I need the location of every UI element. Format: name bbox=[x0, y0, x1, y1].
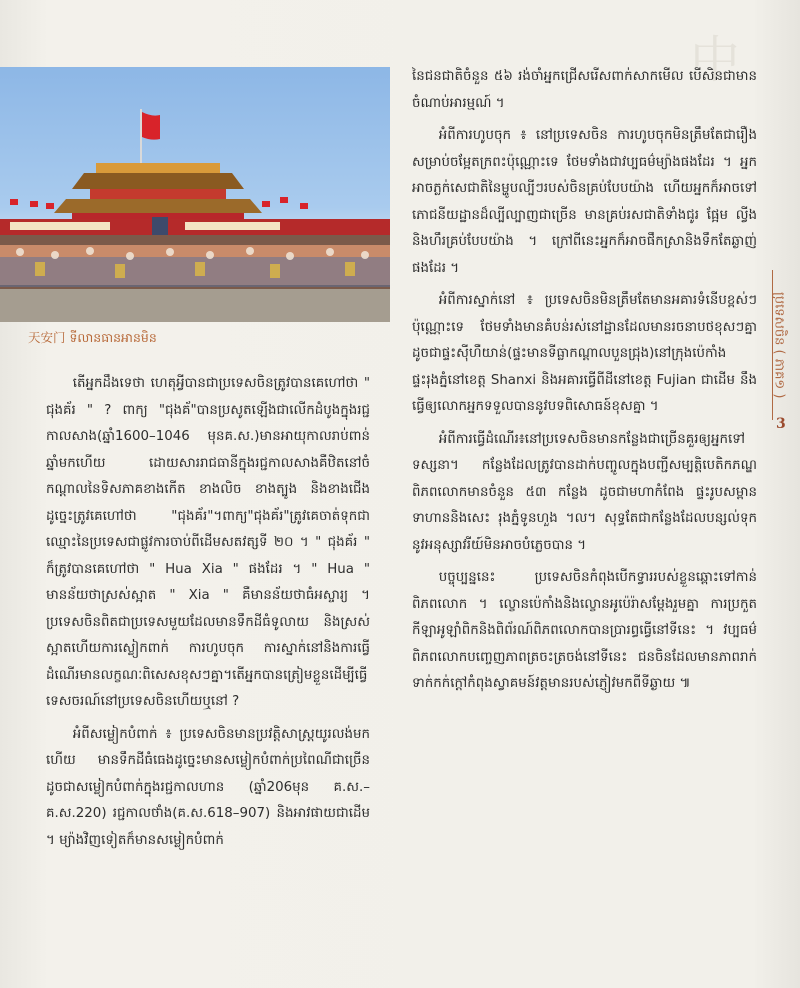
paragraph: អំពីការធ្វើដំណើរ៖នៅប្រទេសចិនមានកន្លែងជាច្រើនគួរឲ្យអ្នកទៅទស្សនា។ កន្លែងដែលត្រូវបានដាក់បញ្ចូលក្នុងបញ្ជីសម្បត្តិបេតិកភណ្ឌពិភពលោកមានចំនួន ៥៣ កន្លែង ដូចជាមហាកំពែង ផ្ទះរូបសម្ពានទាហាននិងសេះ រុងភ្នំទូនហួង ។ល។ សុទ្ធតែជាកន្លែងដែលបន្សល់ទុកនូវអនុស្សាវរីយ៍មិនអាចបំភ្លេចបាន ។ bbox=[412, 431, 757, 553]
tiananmen-photo bbox=[0, 67, 390, 322]
left-column bbox=[46, 371, 370, 860]
paragraph: អំពីការហូបចុក ៖ នៅប្រទេសចិន ការហូបចុកមិនត្រឹមតែជារឿងសម្រាប់ចម្អែតក្រពះប៉ុណ្ណោះទេ ថែមទាំងជាវប្បធម៌ម្យ៉ាងផងដែរ ។ អ្នកអាចភ្លក់សេជាតិនៃម្ហូបល្បីៗរបស់ចិនគ្រប់បែបយ៉ាង ហើយអ្នកក៏អាចទៅភោជនីយដ្ឋានដ៏ល្បីល្បាញជាច្រើន មានគ្រប់រសជាតិទាំងជូរ ផ្អែម ល្វីងនិងហឹរគ្រប់បែបយ៉ាង ។ ក្រៅពីនេះអ្នកក៏អាចផឹកស្រានិងទឹកតែឆ្ងាញ់ផងដែរ ។ bbox=[412, 128, 757, 276]
paragraph: អំពីសម្លៀកបំពាក់ ៖ ប្រទេសចិនមានប្រវត្តិសាស្ត្រយូរលង់មកហើយ មានទឹកដីធំធេងដូច្នេះមានសម្លៀកបំពាក់ប្រពៃណីជាច្រើន ដូចជាសម្លៀកបំពាក់ក្នុងរជ្ជកាលហាន (ឆ្នាំ206មុន គ.ស.–គ.ស.220) រជ្ជកាលថាំង(គ.ស.618–907) និងអាវផាយជាដើម ។ ម្យ៉ាងវិញទៀតក៏មានសម្លៀកបំពាក់ bbox=[46, 726, 370, 848]
paragraph: តើអ្នកដឹងទេថា ហេតុអ្វីបានជាប្រទេសចិនត្រូវបានគេហៅថា " ជុងគ័រ " ? ពាក្យ "ជុងគ័"បានប្រសូតឡើងជាលើកដំបូងក្នុងរជ្ជកាលសាង(ឆ្នាំ1600–1046 មុនគ.ស.)មានអាយុកាលរាប់ពាន់ឆ្នាំមកហើយ ដោយសាររាជធានីក្នុងរជ្ជកាលសាងគឺឋិតនៅចំកណ្តាលនៃទិសភាគខាងកើត ខាងលិច ខាងត្បូង និងខាងជើង ដូច្នេះត្រូវគេហៅថា "ជុងគ័រ"។ពាក្យ"ជុងគ័រ"ត្រូវគេចាត់ទុកជាឈ្មោះនៃប្រទេសជាផ្លូវការចាប់ពីដើមសតវត្សទី ២០ ។ " ជុងគ័រ " ក៏ត្រូវបានគេហៅថា " Hua Xia " ផងដែរ ។ " Hua " មានន័យថាស្រស់ស្អាត " Xia " គឺមានន័យថាធំអស្ចារ្យ ។ ប្រទេសចិនពិតជាប្រទេសមួយដែលមានទឹកដីធំទូលាយ និងស្រស់ស្អាតហើយការស្លៀកពាក់ ការហូបចុក ការស្នាក់នៅនិងការធ្វើដំណើរមានលក្ខណៈពិសេសខុសៗគ្នា។តើអ្នកបានត្រៀមខ្លួនដើម្បីធ្វើទេសចរណ៍នៅប្រទេសចិនហើយឬនៅ ? bbox=[46, 376, 370, 709]
watermark: 中 bbox=[690, 31, 740, 89]
photo-caption: 天安门 ទីលានធានអានមិន bbox=[28, 330, 157, 345]
right-column bbox=[412, 64, 757, 704]
section-tab-label: ប្រទេសចិន ( ភាគ១ ) bbox=[771, 291, 787, 399]
paragraph: នៃជនជាតិចំនួន ៥៦ រង់ចាំអ្នកជ្រើសរើសពាក់សាកមើល បើសិនជាមានចំណាប់អារម្មណ៍ ។ bbox=[412, 69, 757, 111]
section-tab bbox=[764, 270, 794, 420]
paragraph: អំពីការស្នាក់នៅ ៖ ប្រទេសចិនមិនត្រឹមតែមានអគារទំនើបខ្ពស់ៗប៉ុណ្ណោះទេ ថែមទាំងមានគំបន់រស់នៅដ្ឋានដែលមានរចនាបថខុសៗគ្នា ដូចជាផ្ទះស៊ីហឺយាន់(ផ្ទះមានទីធ្លាកណ្តាលបួនជ្រុង)នៅក្រុងប៉េកាំង ផ្ទះរុងភ្នំនៅខេត្ត Shanxi និងអគារធ្វើពីដីនៅខេត្ត Fujian ជាដើម នឹងធ្វើឲ្យលោកអ្នកទទួលបាននូវបទពិសោធន៍ខុសគ្នា ។ bbox=[412, 293, 757, 414]
page-number: 3 bbox=[776, 416, 786, 432]
paragraph: បច្ចុប្បន្ននេះ ប្រទេសចិនកំពុងបើកទ្វាររបស់ខ្លួនឆ្ពោះទៅកាន់ពិភពលោក ។ ល្ខោនប៉េកាំងនិងល្ខោនអូប៉េរ៉ាសម្តែងរួមគ្នា ការប្រកួតកីឡាអូឡាំពិកនិងពិព័រណ៍ពិភពលោកបានប្រារព្ធធ្វើនៅទីនេះ ។ វប្បធម៌ពិភពលោកបញ្ចេញភាពត្រចះត្រចង់នៅទីនេះ ជនចិនដែលមានភាពរាក់ទាក់កក់ក្តៅកំពុងស្វាគមន៍វត្តមានរបស់ភ្ញៀវមកពីទីឆ្ងាយ ៕ bbox=[412, 570, 757, 691]
